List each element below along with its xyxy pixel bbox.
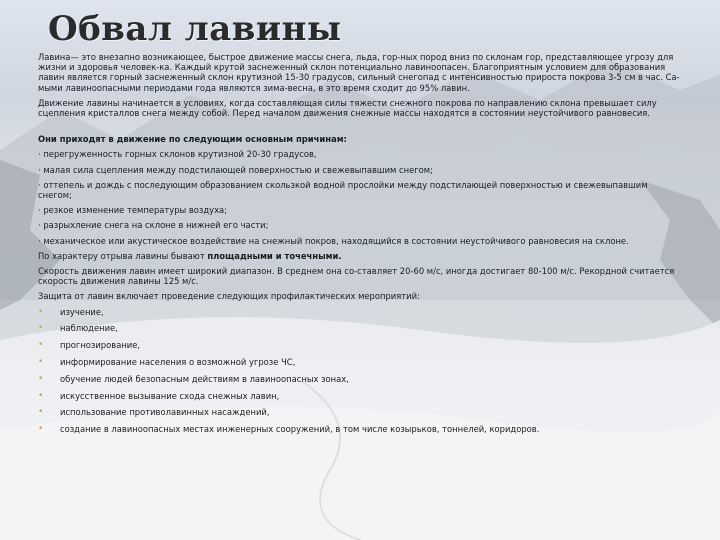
separation-types: площадными и точечными. (207, 250, 342, 261)
list-item (38, 407, 680, 417)
causes-intro-text: Они приходят в движение по следующим основным причинам: (38, 134, 347, 145)
list-item (38, 391, 680, 401)
cause-item: · перегруженность горных склонов крутизной 20-30 градусов, (38, 149, 317, 160)
list-item-text: наблюдение, (60, 323, 118, 334)
bullet-icon: • (38, 306, 44, 317)
page-title: Обвал лавины (48, 9, 342, 49)
list-item (38, 340, 680, 350)
content-body (38, 52, 680, 441)
cause-item: · разрыхление снега на склоне в нижней его части; (38, 220, 269, 231)
list-item-text: обучение людей безопасным действиям в лавиноопасных зонах, (60, 373, 349, 384)
protection-measures-list (38, 307, 680, 435)
definition-paragraph: Лавина— это внезапно возникающее, быстрое движение массы снега, льда, гор-ных пород вниз по склонам гор, представляющее угрозу для жизни и здоровья человек-ка. Каждый крутой заснеженный склон потенциально лавиноопасен. Благоприятным условием для образования лавин является горный заснеженный склон крутизной 15-30 градусов, сильный снегопад с интенсивностью прироста покрова 3-5 см в час. Са-мыми лавиноопасными периодами года являются зима-весна, в это время сходит до 95% лавин. (38, 52, 680, 93)
separation-types-paragraph (38, 251, 680, 261)
bullet-icon: • (38, 407, 44, 418)
cause-item: · резкое изменение температуры воздуха; (38, 205, 227, 216)
list-item-text: создание в лавиноопасных местах инженерных сооружений, в том числе козырьков, тоннелей, коридоров. (60, 424, 540, 435)
bullet-icon: • (38, 373, 44, 384)
bullet-icon: • (38, 424, 44, 435)
list-item (38, 424, 680, 434)
protection-intro: Защита от лавин включает проведение следующих профилактических мероприятий: (38, 291, 420, 302)
bullet-icon: • (38, 323, 44, 334)
list-item-text: прогнозирование, (60, 340, 141, 351)
list-item-text: информирование населения о возможной угрозе ЧС, (60, 357, 296, 368)
cause-item: · малая сила сцепления между подстилающей поверхностью и свежевыпавшим снегом; (38, 164, 433, 175)
separation-lead: По характеру отрыва лавины бывают (38, 250, 205, 261)
movement-paragraph: Движение лавины начинается в условиях, когда составляющая силы тяжести снежного покрова по направлению склона превышает силу сцепления кристаллов снега между собой. Перед началом движения снежные массы находятся в состоянии неустойчивого равновесия. (38, 97, 657, 119)
list-item (38, 374, 680, 384)
bullet-icon: • (38, 340, 44, 351)
cause-item: · оттепель и дождь с последующим образованием скользкой водной прослойки между подстилающей поверхностью и свежевыпавшим снегом; (38, 179, 648, 201)
list-item-text: изучение, (60, 306, 104, 317)
bullet-icon: • (38, 390, 44, 401)
list-item (38, 323, 680, 333)
causes-intro (38, 134, 680, 144)
list-item (38, 307, 680, 317)
list-item-text: использование противолавинных насаждений, (60, 407, 270, 418)
bullet-icon: • (38, 357, 44, 368)
speed-paragraph: Скорость движения лавин имеет широкий диапазон. В среднем она со-ставляет 20-60 м/с, иногда достигает 80-100 м/с. Рекордной считается скорость движения лавины 125 м/с. (38, 266, 675, 287)
list-item (38, 357, 680, 367)
cause-item: · механическое или акустическое воздействие на снежный покров, находящийся в состоянии неустойчивого равновесия на склоне. (38, 235, 629, 246)
list-item-text: искусственное вызывание схода снежных лавин, (60, 390, 280, 401)
